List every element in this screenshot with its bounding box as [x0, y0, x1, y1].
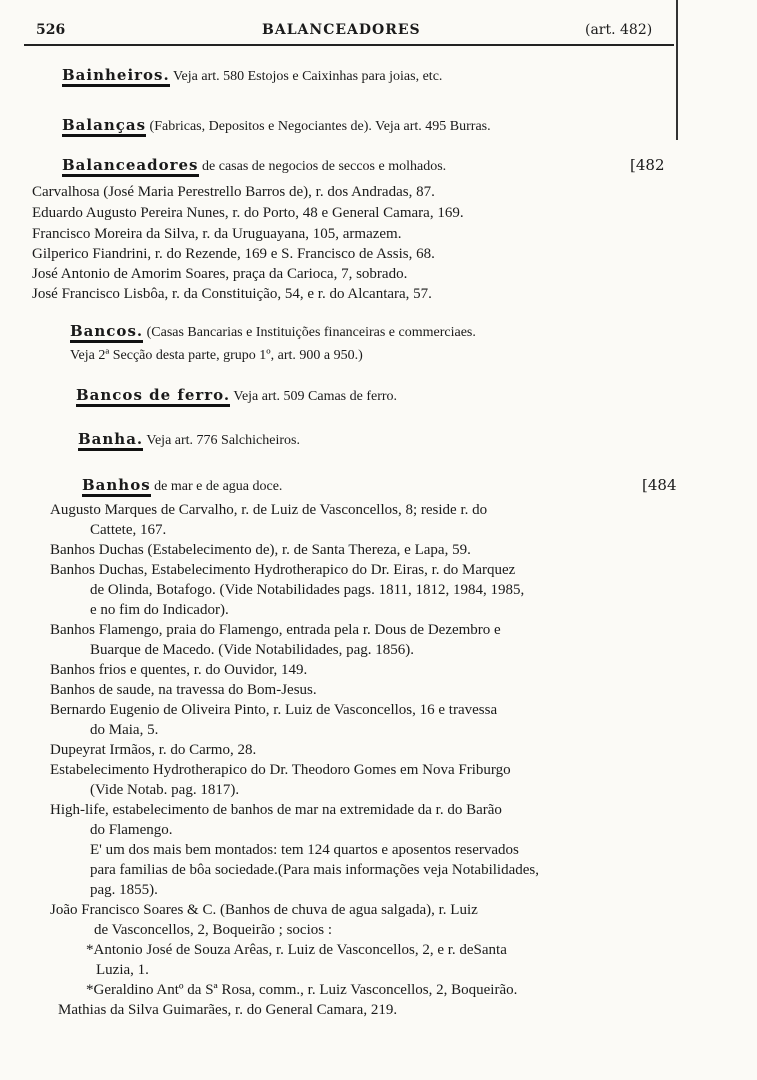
- list-item: pag. 1855).: [90, 882, 158, 898]
- list-item: Buarque de Macedo. (Vide Notabilidades, pag. 1856).: [90, 642, 415, 658]
- entry-balancas: [62, 116, 491, 137]
- article-ref: (art. 482): [585, 22, 653, 38]
- bancos-line2: Veja 2ª Secção desta parte, grupo 1º, art. 900 a 950.): [70, 348, 363, 363]
- list-item: do Flamengo.: [90, 822, 173, 838]
- art-484: [484: [642, 476, 677, 494]
- list-item: High-life, estabelecimento de banhos de mar na extremidade da r. do Barão: [50, 802, 502, 818]
- list-item: *Antonio José de Souza Arêas, r. Luiz de Vasconcellos, 2, e r. deSanta: [86, 942, 507, 958]
- text-banha: Veja art. 776 Salchicheiros.: [143, 433, 300, 448]
- text-balanceadores: de casas de negocios de seccos e molhados.: [198, 159, 447, 174]
- heading-balancas: Balanças: [62, 117, 146, 137]
- list-item: Gilperico Fiandrini, r. do Rezende, 169 e S. Francisco de Assis, 68.: [32, 246, 435, 262]
- list-item: Cattete, 167.: [90, 522, 167, 538]
- list-item: para familias de bôa sociedade.(Para mais informações veja Notabilidades,: [90, 862, 539, 878]
- list-item: Francisco Moreira da Silva, r. da Uruguayana, 105, armazem.: [32, 226, 402, 242]
- list-item: Dupeyrat Irmãos, r. do Carmo, 28.: [50, 742, 257, 758]
- list-item: Banhos Flamengo, praia do Flamengo, entrada pela r. Dous de Dezembro e: [50, 622, 501, 638]
- list-item: de Olinda, Botafogo. (Vide Notabilidades pags. 1811, 1812, 1984, 1985,: [90, 582, 525, 598]
- margin-line: [676, 0, 678, 140]
- list-item: Mathias da Silva Guimarães, r. do General Camara, 219.: [58, 1002, 398, 1018]
- list-item: Augusto Marques de Carvalho, r. de Luiz de Vasconcellos, 8; reside r. do: [50, 502, 488, 518]
- list-item: João Francisco Soares & C. (Banhos de chuva de agua salgada), r. Luiz: [50, 902, 478, 918]
- text-banhos: de mar e de agua doce.: [150, 479, 283, 494]
- list-item: (Vide Notab. pag. 1817).: [90, 782, 240, 798]
- list-item: Bernardo Eugenio de Oliveira Pinto, r. Luiz de Vasconcellos, 16 e travessa: [50, 702, 498, 718]
- list-item: Banhos frios e quentes, r. do Ouvidor, 149.: [50, 662, 308, 678]
- page-title: BALANCEADORES: [262, 22, 421, 38]
- heading-banha: Banha.: [78, 431, 143, 451]
- list-item: do Maia, 5.: [90, 722, 159, 738]
- list-item: Banhos de saude, na travessa do Bom-Jesus.: [50, 682, 317, 698]
- entry-banhos: [82, 476, 282, 497]
- heading-bancos-ferro: Bancos de ferro.: [76, 387, 230, 407]
- list-item: E' um dos mais bem montados: tem 124 quartos e aposentos reservados: [90, 842, 519, 858]
- header-rule: [24, 44, 674, 46]
- entry-balanceadores: [62, 156, 446, 177]
- entry-bancos-ferro: [76, 386, 397, 407]
- art-482: [482: [630, 156, 665, 174]
- text-balancas: (Fabricas, Depositos e Negociantes de). Veja art. 495 Burras.: [146, 119, 491, 134]
- page-number: 526: [36, 22, 66, 38]
- heading-bancos: Bancos.: [70, 323, 143, 343]
- heading-banhos: Banhos: [82, 477, 151, 497]
- entry-bancos: [70, 322, 476, 343]
- list-item: Banhos Duchas (Estabelecimento de), r. de Santa Thereza, e Lapa, 59.: [50, 542, 471, 558]
- list-item: *Geraldino Antº da Sª Rosa, comm., r. Luiz Vasconcellos, 2, Boqueirão.: [86, 982, 518, 998]
- list-item: Banhos Duchas, Estabelecimento Hydrotherapico do Dr. Eiras, r. do Marquez: [50, 562, 516, 578]
- list-item: José Antonio de Amorim Soares, praça da Carioca, 7, sobrado.: [32, 266, 408, 282]
- entry-banha: [78, 430, 300, 451]
- list-item: Eduardo Augusto Pereira Nunes, r. do Porto, 48 e General Camara, 169.: [32, 205, 464, 221]
- heading-balanceadores: Balanceadores: [62, 157, 199, 177]
- list-item: Luzia, 1.: [96, 962, 149, 978]
- entry-bainheiros: [62, 66, 442, 87]
- text-bancos-ferro: Veja art. 509 Camas de ferro.: [230, 389, 398, 404]
- list-item: José Francisco Lisbôa, r. da Constituição, 54, e r. do Alcantara, 57.: [32, 286, 432, 302]
- list-item: e no fim do Indicador).: [90, 602, 229, 618]
- list-item: Carvalhosa (José Maria Perestrello Barros de), r. dos Andradas, 87.: [32, 184, 435, 200]
- list-item: Estabelecimento Hydrotherapico do Dr. Theodoro Gomes em Nova Friburgo: [50, 762, 511, 778]
- text-bancos: (Casas Bancarias e Instituições financeiras e commerciaes.: [143, 325, 476, 340]
- text-bainheiros: Veja art. 580 Estojos e Caixinhas para joias, etc.: [169, 69, 443, 84]
- heading-bainheiros: Bainheiros.: [62, 67, 170, 87]
- list-item: de Vasconcellos, 2, Boqueirão ; socios :: [94, 922, 333, 938]
